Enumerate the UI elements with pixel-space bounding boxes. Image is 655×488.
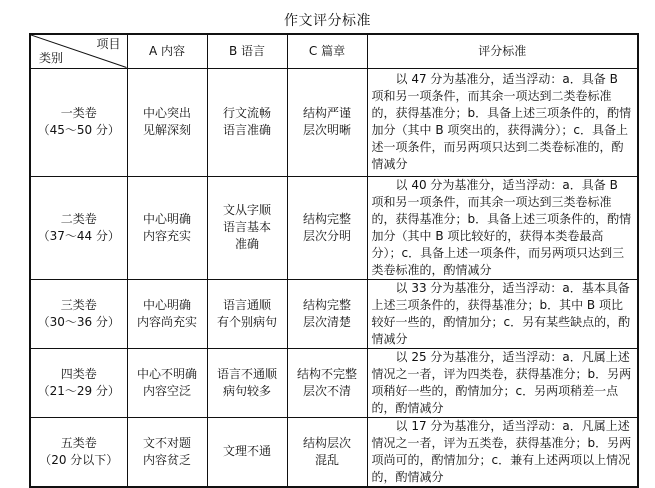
cell-line: 语言准确 [222,123,271,137]
table-row [30,348,638,417]
cell-line: 层次分明 [302,228,351,243]
category-name: 一类卷 [60,106,97,120]
category-cell [30,348,127,417]
document-title: 作文评分标准 [284,13,371,29]
cell-line: 内容贫乏 [142,452,191,467]
cell-line: 中心突出 [142,106,191,120]
structure-cell [287,348,367,417]
criteria-cell: 以 17 分为基准分，适当浮动：a．凡属上述情况之一者，评为五类卷，获得基准分；b．另两项尚可的，酌情加分；c．兼有上述两项以上情况的，酌情减分 [367,417,638,487]
content-cell [127,417,207,487]
header-structure: C 篇章 [287,34,367,68]
cell-line: 文理不通 [222,444,271,458]
cell-line: 层次不清 [302,383,351,398]
cell-line: 见解深刻 [142,123,191,137]
table-row [30,279,638,348]
category-cell [30,68,127,176]
cell-line: 内容空泛 [142,383,191,398]
cell-line: 结构层次 [302,435,351,450]
cell-line: 病句较多 [222,383,271,398]
category-cell [30,176,127,279]
cell-line: 语言基本 [222,220,271,234]
header-corner-cell [30,34,127,68]
structure-cell [287,176,367,279]
cell-line: 层次清楚 [302,314,351,329]
language-cell [207,348,287,417]
cell-line: 准确 [234,237,259,251]
header-category-label: 类别 [39,50,64,65]
header-criteria: 评分标准 [367,34,638,68]
content-cell [127,68,207,176]
language-cell [207,68,287,176]
content-cell [127,348,207,417]
cell-line: 语言通顺 [222,297,271,312]
score-range: （30～36 分） [37,314,120,329]
structure-cell [287,279,367,348]
category-name: 四类卷 [60,366,97,381]
criteria-cell: 以 47 分为基准分，适当浮动：a．具备 B 项和另一项条件，而其余一项达到二类卷标准的，获得基准分；b．具备上述三项条件的，酌情加分（其中 B 项突出的，获得满分）；c．具备上述一项条件，而另两项只达到二类卷标准的，酌情减分 [367,68,638,176]
cell-line: 文不对题 [142,435,191,450]
cell-line: 行文流畅 [222,106,271,120]
category-name: 二类卷 [60,211,97,226]
score-range: （20 分以下） [39,452,119,467]
content-cell [127,279,207,348]
cell-line: 结构完整 [302,211,351,226]
cell-line: 内容充实 [142,228,191,243]
header-item-label: 项目 [96,37,121,51]
scoring-table [29,33,639,488]
language-cell [207,417,287,487]
score-range: （21～29 分） [37,383,120,398]
table-row [30,176,638,279]
cell-line: 有个别病句 [216,314,277,329]
category-name: 五类卷 [60,435,97,450]
category-name: 三类卷 [60,297,97,312]
cell-line: 中心不明确 [136,366,197,381]
header-language: B 语言 [207,34,287,68]
cell-line: 中心明确 [142,297,191,312]
score-range: （37～44 分） [37,228,120,243]
cell-line: 结构不完整 [296,366,357,381]
table-row [30,417,638,487]
content-cell [127,176,207,279]
cell-line: 混乱 [314,452,339,467]
criteria-cell: 以 25 分为基准分，适当浮动：a．凡属上述情况之一者，评为四类卷，获得基准分；b．另两项稍好一些的，酌情加分；c．另两项稍差一点的，酌情减分 [367,348,638,417]
language-cell [207,176,287,279]
language-cell [207,279,287,348]
cell-line: 中心明确 [142,211,191,226]
cell-line: 层次明晰 [302,123,351,137]
category-cell [30,279,127,348]
category-cell [30,417,127,487]
table-row [30,68,638,176]
cell-line: 结构完整 [302,297,351,312]
score-range: （45～50 分） [37,123,120,137]
structure-cell [287,417,367,487]
header-row [30,34,638,68]
cell-line: 语言不通顺 [216,366,277,381]
criteria-cell: 以 33 分为基准分，适当浮动：a．基本具备上述三项条件的，获得基准分；b．其中 B 项比较好一些的，酌情加分；c．另有某些缺点的，酌情减分 [367,279,638,348]
structure-cell [287,68,367,176]
cell-line: 内容尚充实 [136,314,197,329]
criteria-cell: 以 40 分为基准分，适当浮动：a．具备 B 项和另一项条件，而其余一项达到三类卷标准的，获得基准分；b．具备上述三项条件的，酌情加分（其中 B 项比较好的，获得本类卷最高分）；c．具备上述一项条件，而另两项只达到三类卷标准的，酌情减分 [367,176,638,279]
header-content: A 内容 [127,34,207,68]
cell-line: 文从字顺 [222,203,271,217]
cell-line: 结构严谨 [302,106,351,120]
